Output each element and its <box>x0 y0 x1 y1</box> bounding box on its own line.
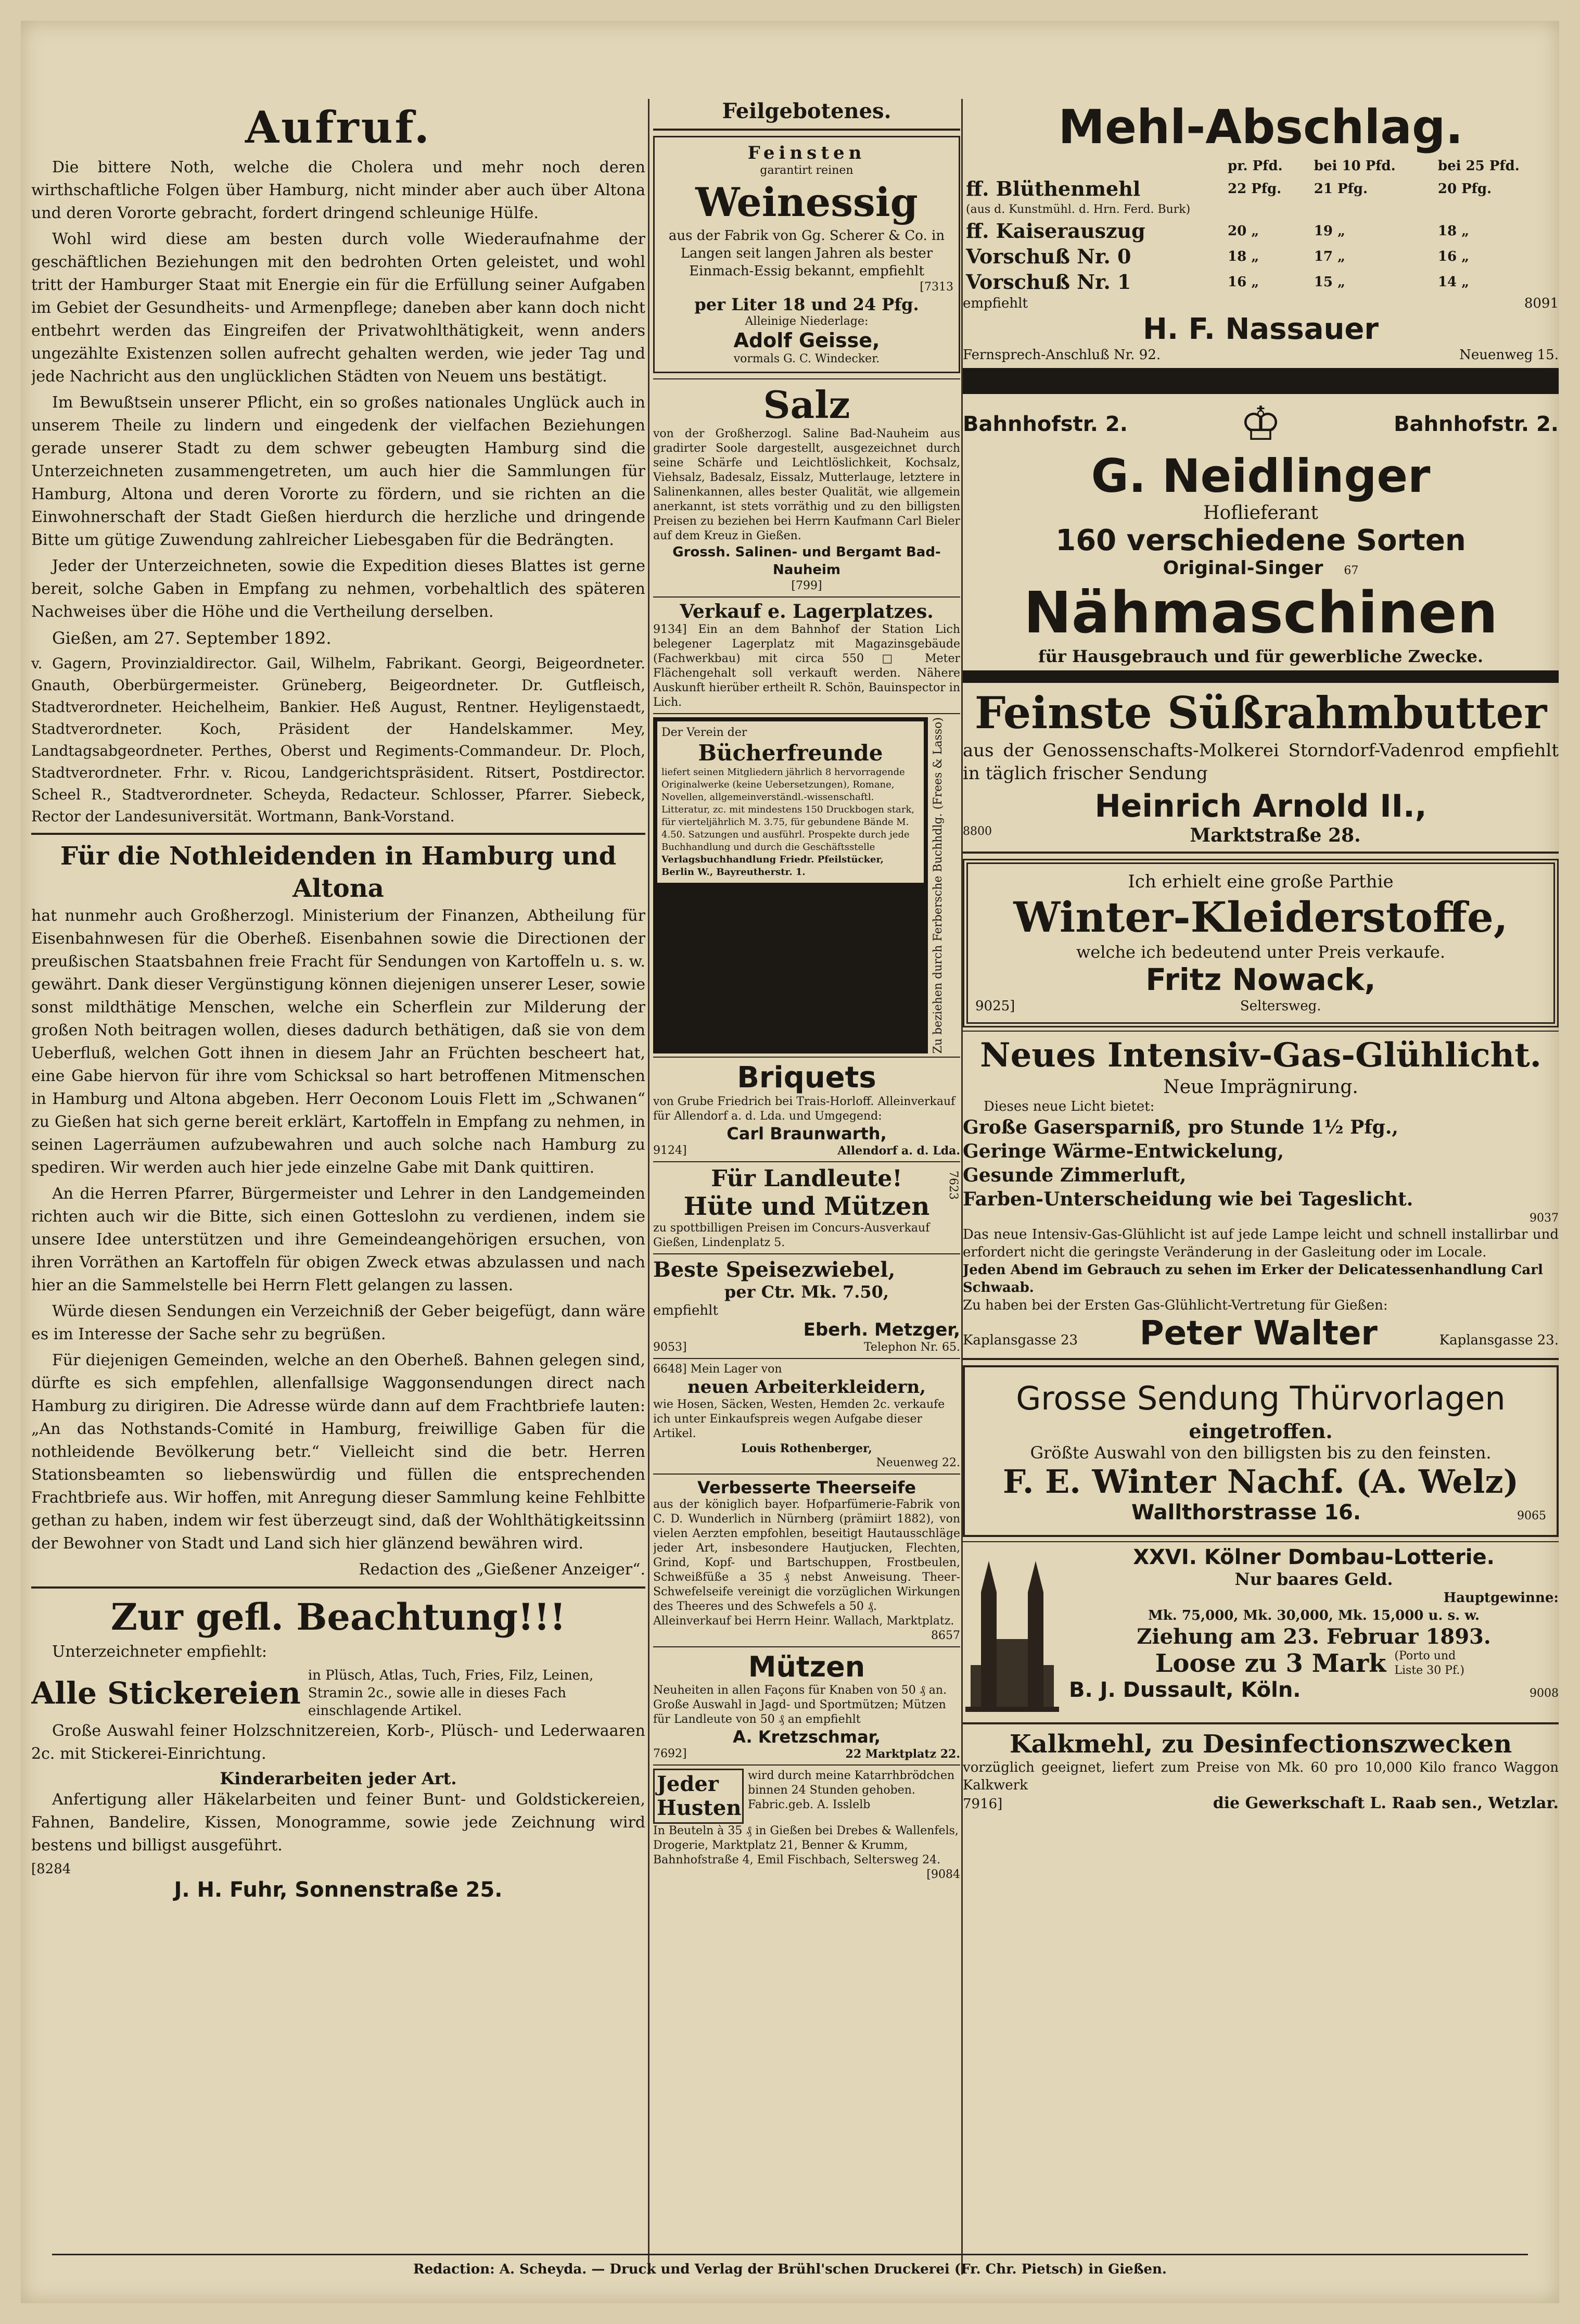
gas-title: Neues Intensiv-Gas-Glühlicht. <box>980 1036 1541 1075</box>
beachtung-list: in Plüsch, Atlas, Tuch, Fries, Filz, Leinen, Stramin 2c., sowie alle in dieses Fach einschlagende Artikel. <box>308 1668 594 1719</box>
notleidende-sign: Redaction des „Gießener Anzeiger“. <box>359 1560 645 1579</box>
essig-num: [7313 <box>920 281 953 294</box>
butter-num: 8800 <box>963 825 992 838</box>
buecher-box <box>653 717 928 1053</box>
winter-big: Winter-Kleiderstoffe, <box>1013 893 1508 942</box>
beachtung-firm: J. H. Fuhr, Sonnenstraße 25. <box>174 1878 503 1902</box>
essig-allein: Alleinige Niederlage: <box>745 315 869 328</box>
lager-title: Verkauf e. Lagerplatzes. <box>680 601 934 623</box>
buecher-ad <box>653 717 960 1053</box>
thuer-title: Grosse Sendung Thürvorlagen <box>1016 1379 1506 1417</box>
mehl-emp: empfiehlt <box>963 296 1028 311</box>
aufruf-paragraph: Im Bewußtsein unserer Pflicht, ein so großes nationales Unglück auch in unserem Theile zu lindern und eingedenk der vielfachen Beziehungen gerade unserer Stadt zu dem schwer gebeugten Hamburg sind die Unterzeichneten zusammengetreten, um auch hier die Sammlungen für Hamburg, Altona und deren Vororte zu fördern, und sie richten an die Einwohnerschaft der Stadt Gießen hierdurch die herzliche und dringende Bitte um gütige Zuwendung zahlreicher Liebesgaben für die Bedrängten. <box>31 393 645 549</box>
mehl-tel: Fernsprech-Anschluß Nr. 92. <box>963 347 1161 363</box>
theer-title: Verbesserte Theerseife <box>697 1478 916 1498</box>
essig-ad <box>653 136 960 373</box>
essig-sub: garantirt reinen <box>760 164 853 177</box>
arbeit-text: wie Hosen, Säcken, Westen, Hemden 2c. verkaufe ich unter Einkaufspreis wegen Aufgabe dieser Artikel. <box>653 1398 945 1441</box>
mehl-row <box>963 244 1559 269</box>
aufruf-title: Aufruf. <box>245 101 432 153</box>
buecher-side: Zu beziehen durch Ferbersche Buchhdlg. (Frees & Lasso) <box>932 717 945 1054</box>
divider <box>963 1031 1559 1032</box>
feilgebotenes-title: Feilgebotenes. <box>722 99 891 123</box>
muetzen-num: 7692] <box>653 1747 687 1761</box>
divider <box>653 1161 960 1162</box>
mehl-p3: 16 „ <box>1437 248 1470 264</box>
neid-big: Nähmaschinen <box>1023 579 1498 646</box>
neid-zweck: für Hausgebrauch und für gewerbliche Zwecke. <box>1038 646 1484 666</box>
landleute-text: zu spottbilligen Preisen im Concurs-Ausverkauf Gießen, Lindenplatz 5. <box>653 1222 930 1250</box>
butter-footer <box>963 824 1559 846</box>
neid-addr-left: Bahnhofstr. 2. <box>963 412 1128 436</box>
buecher-text: liefert seinen Mitgliedern jährlich 8 hervorragende Originalwerke (keine Uebersetzungen), Romane, Novellen, allgemeinverständl.-wissenschaftl. Litteratur, zc. mit mindestens 150 Druckbogen stark, für vierteljährlich M. 3.75, für gebundene Bände M. 4.50. Satzungen und ausführl. Prospekte durch jede Buchhandlung und durch die Geschäftsstelle <box>661 767 915 853</box>
zwiebel-firm: Eberh. Metzger, <box>803 1319 960 1341</box>
divider <box>963 1722 1559 1724</box>
divider <box>653 1253 960 1254</box>
aufruf-date: Gießen, am 27. September 1892. <box>52 628 332 648</box>
notleidende-title: Für die Nothleidenden in Hamburg und Altona <box>60 842 617 903</box>
arbeit-num: 6648] <box>653 1363 687 1376</box>
buecher-big: Bücherfreunde <box>698 740 883 766</box>
aufruf-body <box>31 156 645 828</box>
gas-firm: Peter Walter <box>1139 1314 1378 1353</box>
cathedral-icon <box>963 1545 1062 1717</box>
aufruf-signers: v. Gagern, Provinzialdirector. Gail, Wilhelm, Fabrikant. Georgi, Beigeordneter. Gnauth, Oberbürgermeister. Grüneberg, Beigeordneter. Dr. Gutfleisch, Stadtverordneter. Heichelheim, Bankier. Heß August, Rentner. Heyligenstaedt, Stadtverordneter. Koch, Präsident der Handelskammer. Mey, Landtagsabgeordneter. Perthes, Oberst und Regiments-Commandeur. Dr. Ploch, Stadtverordneter. Frhr. v. Ricou, Landgerichtspräsident. Ritsert, Postdirector. Scheel R., Stadtverordneter. Scheyda, Redacteur. Schlosser, Pfarrer. Siebeck, Rector der Landesuniversität. Wortmann, Bank-Vorstand. <box>31 655 645 825</box>
neid-singer-row <box>963 557 1559 579</box>
dom-num: 9008 <box>1530 1687 1559 1700</box>
winter-num: 9025] <box>975 998 1015 1014</box>
husten-text2: In Beuteln à 35 ₰ in Gießen bei Drebes & Wallenfels, Drogerie, Marktplatz 21, Benner & Krumm, Bahnhofstraße 4, Emil Fischbach, Seltersweg 24. <box>653 1824 959 1867</box>
essig-firm: Adolf Geisse, <box>733 329 880 352</box>
briquets-loc: Allendorf a. d. Lda. <box>837 1144 960 1158</box>
lager-text <box>653 623 960 710</box>
divider <box>653 596 960 598</box>
husten-num: [9084 <box>926 1868 960 1882</box>
muetzen-text: Neuheiten in allen Façons für Knaben von 50 ₰ an. Große Auswahl in Jagd- und Sportmützen; Mützen für Landleute von 50 ₰ an empfiehlt <box>653 1684 947 1726</box>
divider <box>653 1474 960 1475</box>
kalk-firm: die Gewerkschaft L. Raab sen., Wetzlar. <box>1213 1794 1559 1812</box>
page-footer: Redaction: A. Scheyda. — Druck und Verlag der Brühl'schen Druckerei (Fr. Chr. Pietsch) in Gießen. <box>52 2254 1528 2293</box>
beachtung-big: Alle Stickereien <box>31 1675 301 1711</box>
divider <box>31 1586 645 1589</box>
divider <box>653 1646 960 1647</box>
butter-addr: Marktstraße 28. <box>1190 824 1361 846</box>
dom-footer <box>1069 1678 1559 1702</box>
butter-firm: Heinrich Arnold II., <box>1094 788 1427 824</box>
mehl-footer <box>963 346 1559 364</box>
column-right <box>963 99 1559 2290</box>
mehl-row <box>963 269 1559 295</box>
gas-points <box>963 1115 1559 1211</box>
gas-intro: Dieses neue Licht bietet: <box>984 1099 1155 1114</box>
notleidende-paragraph: Für diejenigen Gemeinden, welche an den Oberheß. Bahnen gelegen sind, dürfte es sich empfehlen, allenfallsige Waggonsendungen direct nach Hamburg zu dirigiren. Die Adresse würde dann auf dem Frachtbriefe lauten: „An das Nothstands-Comité in Hamburg, freiwillige Gaben für die nothleidende Bevölkerung betr.“ Vielleicht sind die betr. Herren Stationsbeamten so liebenswürdig und füllen die entsprechenden Frachtbriefe aus. Wir hoffen, mit Anregung dieser Sammlung keine Fehlbitte gethan zu haben, indem wir fest überzeugt sind, daß der Wohlthätigkeitssinn der Bewohner von Stadt und Land sich hier glänzend bewähren wird. <box>31 1351 645 1553</box>
divider <box>31 833 645 835</box>
mehl-p2: 15 „ <box>1314 274 1345 290</box>
essig-text: aus der Fabrik von Gg. Scherer & Co. in Langen seit langen Jahren als bester Einmach-Essig bekannt, empfiehlt <box>668 228 945 279</box>
mehl-header: bei 10 Pfd. <box>1314 158 1396 174</box>
essig-top: Feinsten <box>747 143 866 163</box>
column-middle <box>653 99 960 2290</box>
mehl-name: ff. Kaiserauszug <box>966 219 1145 243</box>
aufruf-paragraph: Wohl wird diese am besten durch volle Wiederaufnahme der geschäftlichen Beziehungen mit den bedrohten Orten geleistet, und wohl tritt der Hamburger Staat mit Energie ein für die Erfüllung seiner Aufgaben im Gebiet der Gesundheits- und Armenpflege; daneben aber kann doch nicht entbehrt werden das Eingreifen der Privatwohlthätigkeit, wenn anders ungezählte Existenzen sollen aufrecht gehalten werden, wie jeder Tag und jede Nachricht aus den unglücklichen Städten von Neuem uns bestätigt. <box>31 230 645 386</box>
notleidende-paragraph: hat nunmehr auch Großherzogl. Ministerium der Finanzen, Abtheilung für Eisenbahnwesen für die Oberheß. Eisenbahnen sowie die Directionen der preußischen Staatsbahnen freie Fracht für Sendungen von Kartoffeln u. s. w. gewährt. Dank dieser Vergünstigung können diejenigen unserer Leser, sowie sonst mildthätige Menschen, welche ein Scherflein zur Milderung der großen Noth beitragen wollen, dieses dadurch bethätigen, daß sie von dem Ueberfluß, welchen Gott ihnen in diesem Jahr an Früchten bescheert hat, eine Gabe hiervon für ihre vom Schicksal so hart betroffenen Mitmenschen in Hamburg und Altona abgeben. Herr Oeconom Louis Flett im „Schwanen“ zu Gießen hat sich gerne bereit erklärt, Kartoffeln in Empfang zu nehmen, in seinen Lagerräumen aufzubewahren und auch solche nach Hamburg zu spediren. Wir werden auch hier jede einzelne Gabe mit Dank quittiren. <box>31 907 645 1177</box>
muetzen-firm: A. Kretzschmar, <box>733 1727 881 1747</box>
muetzen-addr: 22 Marktplatz 22. <box>845 1747 960 1761</box>
zwiebel-tel: Telephon Nr. 65. <box>863 1341 960 1354</box>
briquets-text: von Grube Friedrich bei Trais-Horloff. Alleinverkauf für Allendorf a. d. Lda. und Umgegend: <box>653 1095 955 1123</box>
divider <box>963 1541 1559 1542</box>
gas-point: Geringe Wärme-Entwickelung, <box>963 1140 1284 1162</box>
divider <box>653 713 960 714</box>
mehl-p2: 17 „ <box>1314 248 1345 264</box>
gas-text3: Zu haben bei der Ersten Gas-Glühlicht-Vertretung für Gießen: <box>963 1298 1388 1313</box>
thuer-num: 9065 <box>1517 1509 1546 1522</box>
kalk-num: 7916] <box>963 1796 1003 1812</box>
landleute-ad <box>653 1165 960 1250</box>
gas-text: Das neue Intensiv-Gas-Glühlicht ist auf jede Lampe leicht und schnell installirbar und erfordert nicht die geringste Veränderung in der Gasleitung oder im Locale. <box>963 1227 1559 1260</box>
mehl-p1: 16 „ <box>1228 274 1259 290</box>
gas-addr-left: Kaplansgasse 23 <box>963 1332 1078 1348</box>
thuer-text: Größte Auswahl von den billigsten bis zu den feinsten. <box>1030 1443 1492 1463</box>
winter-intro: Ich erhielt eine große Parthie <box>1128 871 1394 892</box>
mehl-p3: 18 „ <box>1437 223 1470 239</box>
dom-gew: Mk. 75,000, Mk. 30,000, Mk. 15,000 u. s. w. <box>1148 1608 1480 1623</box>
winter-text: welche ich bedeutend unter Preis verkaufe. <box>1076 942 1446 962</box>
mehl-p2: 21 Pfg. <box>1314 181 1368 197</box>
arbeit-addr: Neuenweg 22. <box>876 1456 960 1470</box>
divider <box>963 852 1559 854</box>
dom-firm: B. J. Dussault, Köln. <box>1069 1678 1301 1702</box>
mehl-p1: 20 „ <box>1228 223 1259 239</box>
mehl-note-row <box>963 201 1559 218</box>
neid-addr-right: Bahnhofstr. 2. <box>1394 412 1559 436</box>
divider <box>653 1057 960 1058</box>
gas-point: Gesunde Zimmerluft, <box>963 1164 1187 1186</box>
buecher-firm: Verlagsbuchhandlung Friedr. Pfeilstücker, Berlin W., Bayreutherstr. 1. <box>661 854 884 878</box>
theer-text: aus der königlich bayer. Hofparfümerie-Fabrik von C. D. Wunderlich in Nürnberg (prämiirt 1882), von vielen Aerzten empfohlen, beseitigt Hautausschläge jeder Art, insbesondere Hautjucken, Flechten, Grind, Kopf- und Bartschuppen, Frostbeulen, Schweißfüße a 35 ₰ nebst Anweisung. Theer-Schwefelseife vereinigt die vorzüglichen Wirkungen des Theeres und des Schwefels a 50 ₰. <box>653 1498 960 1614</box>
essig-big: Weinessig <box>695 179 918 225</box>
mehl-row <box>963 176 1559 201</box>
mehl-note: (aus d. Kunstmühl. d. Hrn. Ferd. Burk) <box>966 203 1191 216</box>
beachtung-kinder: Kinderarbeiten jeder Art. <box>220 1769 457 1788</box>
beachtung-num: [8284 <box>31 1861 71 1877</box>
briquets-title: Briquets <box>737 1061 876 1095</box>
thuer-sub: eingetroffen. <box>1189 1419 1333 1443</box>
mehl-num: 8091 <box>1524 296 1559 311</box>
gas-point: Farben-Unterscheidung wie bei Tageslicht. <box>963 1188 1413 1210</box>
salz-title: Salz <box>763 383 850 427</box>
newspaper-page <box>21 21 1559 2303</box>
dom-loose-row <box>1069 1649 1559 1678</box>
divider <box>653 1358 960 1359</box>
aufruf-paragraph: Die bittere Noth, welche die Cholera und mehr noch deren wirthschaftliche Folgen über Hamburg, nicht minder aber auch über Altona und deren Vororte gebracht, fordert dringend schleunige Hülfe. <box>31 158 645 222</box>
mehl-p2: 19 „ <box>1314 223 1345 239</box>
dom-title: XXVI. Kölner Dombau-Lotterie. <box>1133 1545 1495 1569</box>
butter-title: Feinste Süßrahmbutter <box>974 687 1547 739</box>
column-rule-1 <box>648 99 649 2275</box>
zwiebel-footer <box>653 1340 960 1355</box>
mehl-header-row <box>963 156 1559 176</box>
neid-hof: Hoflieferant <box>1203 502 1318 524</box>
neid-firm: G. Neidlinger <box>1091 449 1431 503</box>
divider <box>963 1358 1559 1360</box>
gas-sub: Neue Imprägnirung. <box>1163 1076 1358 1098</box>
beachtung-intro: Unterzeichneter empfiehlt: <box>52 1643 267 1661</box>
winter-ad <box>963 859 1559 1027</box>
divider <box>653 129 960 131</box>
mehl-p3: 14 „ <box>1437 274 1470 290</box>
muetzen-title: Mützen <box>748 1650 865 1684</box>
mehl-header: bei 25 Pfd. <box>1437 158 1520 174</box>
mehl-title: Mehl-Abschlag. <box>1058 100 1463 155</box>
landleute-big: Hüte und Mützen <box>683 1192 930 1222</box>
arbeit-big: neuen Arbeiterkleidern, <box>687 1377 926 1398</box>
divider <box>653 1764 960 1766</box>
mehl-firm: H. F. Nassauer <box>1142 312 1379 346</box>
neid-num: 67 <box>1344 564 1359 577</box>
briquets-num: 9124] <box>653 1144 687 1158</box>
black-rule <box>963 368 1559 394</box>
arbeit-head <box>653 1362 960 1377</box>
buecher-inner <box>657 721 924 883</box>
thuer-footer <box>975 1501 1546 1525</box>
salz-text: von der Großherzogl. Saline Bad-Nauheim aus gradirter Soole dargestellt, ausgezeichnet durch seine Schärfe und Leichtlöslichkeit, Kochsalz, Viehsalz, Badesalz, Eissalz, Mutterlauge, letztere in Salinenkannen, alles bester Qualität, wie allgemein anerkannt, ist stets vorräthig und zu den billigsten Preisen zu beziehen bei Herrn Kaufmann Carl Bieler auf dem Kreuz in Gießen. <box>653 427 960 542</box>
beachtung-title: Zur gefl. Beachtung!!! <box>110 1595 566 1639</box>
divider <box>653 378 960 379</box>
salz-firm: Grossh. Salinen- und Bergamt Bad-Nauheim <box>672 544 941 578</box>
zwiebel-title: Beste Speisezwiebel, <box>653 1258 896 1282</box>
mehl-p1: 18 „ <box>1228 248 1259 264</box>
thuer-ad <box>963 1365 1559 1537</box>
theer-num: 8657 <box>931 1629 960 1643</box>
beachtung-text3: Anfertigung aller Häkelarbeiten und feiner Bunt- und Goldstickereien, Fahnen, Bandelire, Kissen, Monogramme, sowie jede Zeichnung wird bestens und billigst ausgeführt. <box>31 1790 645 1855</box>
dom-geld: Nur baares Geld. <box>1234 1569 1393 1589</box>
husten-ad <box>653 1769 960 1824</box>
mehl-header-blank <box>963 156 1225 176</box>
salz-num: [799] <box>791 579 822 592</box>
mehl-row <box>963 218 1559 244</box>
thuer-addr: Wallthorstrasse 16. <box>1131 1501 1361 1525</box>
aufruf-paragraph: Jeder der Unterzeichneten, sowie die Expedition dieses Blattes ist gerne bereit, solche Gaben in Empfang zu nehmen, vorbehaltlich des späteren Nachweises über die Höhe und die Vertheilung derselben. <box>31 557 645 621</box>
mehl-name: Vorschuß Nr. 0 <box>966 245 1131 268</box>
mehl-price-table <box>963 156 1559 295</box>
gas-footer <box>963 1314 1559 1353</box>
mehl-p1: 22 Pfg. <box>1228 181 1282 197</box>
muetzen-footer <box>653 1747 960 1761</box>
gas-addr-right: Kaplansgasse 23. <box>1439 1332 1559 1348</box>
buecher-verein: Der Verein der <box>661 726 747 739</box>
dom-ad <box>963 1545 1559 1717</box>
landleute-title: Für Landleute! <box>711 1165 902 1192</box>
crest-icon: ♔ <box>1240 397 1282 451</box>
beachtung-text2: Große Auswahl feiner Holzschnitzereien, Korb-, Plüsch- und Lederwaaren 2c. mit Stickerei-Einrichtung. <box>31 1722 645 1763</box>
dom-porto: (Porto und Liste 30 Pf.) <box>1394 1649 1464 1677</box>
beachtung-stickereien <box>31 1667 645 1720</box>
kalk-footer <box>963 1794 1559 1813</box>
arbeit-lager: Mein Lager von <box>690 1363 782 1376</box>
zwiebel-emp: empfiehlt <box>653 1303 718 1319</box>
kalk-title: Kalkmehl, zu Desinfectionszwecken <box>1009 1730 1512 1759</box>
mehl-name: Vorschuß Nr. 1 <box>966 270 1131 294</box>
notleidende-paragraph: Würde diesen Sendungen ein Verzeichniß der Geber beigefügt, dann wäre es im Interesse der Sache sehr zu begrüßen. <box>31 1302 645 1343</box>
zwiebel-num: 9053] <box>653 1341 687 1354</box>
notleidende-body <box>31 905 645 1581</box>
dom-loose: Loose zu 3 Mark <box>1155 1649 1386 1678</box>
mehl-name: ff. Blüthenmehl <box>966 177 1141 200</box>
mehl-header: pr. Pfd. <box>1228 158 1283 174</box>
landleute-side: 7623 <box>947 1171 960 1200</box>
theer-allein: Alleinverkauf bei Herrn Heinr. Wallach, Marktplatz. <box>653 1615 954 1628</box>
briquets-footer <box>653 1144 960 1158</box>
gas-text2: Jeden Abend im Gebrauch zu sehen im Erker der Delicatessenhandlung Carl Schwaab. <box>963 1262 1543 1296</box>
kalk-text: vorzüglich geeignet, liefert zum Preise von Mk. 60 pro 10,000 Kilo franco Waggon Kalkwerk <box>963 1760 1559 1793</box>
column-left <box>31 99 645 2290</box>
neid-header <box>963 398 1559 450</box>
arbeit-firm: Louis Rothenberger, <box>741 1442 872 1456</box>
gas-point: Große Gasersparniß, pro Stunde 1½ Pfg., <box>963 1116 1398 1138</box>
butter-text: aus der Genossenschafts-Molkerei Storndorf-Vadenrod empfiehlt in täglich frischer Sendung <box>963 740 1559 784</box>
winter-addr: Seltersweg. <box>1240 998 1321 1014</box>
cathedral-drawing <box>965 1551 1059 1717</box>
winter-firm: Fritz Nowack, <box>1145 962 1376 997</box>
gas-num: 9037 <box>1530 1212 1559 1225</box>
mehl-addr: Neuenweg 15. <box>1459 347 1559 363</box>
husten-text: wird durch meine Katarrhbrödchen binnen 24 Stunden gehoben. Fabric.geb. A. Isslelb <box>748 1769 955 1812</box>
mehl-emp-row <box>963 295 1559 312</box>
lager-num: 9134] <box>653 623 687 636</box>
black-rule <box>963 670 1559 683</box>
neid-singer: Original-Singer <box>1163 557 1323 579</box>
briquets-firm: Carl Braunwarth, <box>727 1124 887 1144</box>
mehl-p3: 20 Pfg. <box>1437 181 1492 197</box>
lager-body: Ein an dem Bahnhof der Station Lich belegener Lagerplatz mit Magazinsgebäude (Fachwerkbau) mit circa 550 □ Meter Flächengehalt soll verkauft werden. Nähere Auskunft hierüber ertheilt R. Schön, Bauinspector in Lich. <box>653 623 960 709</box>
winter-footer <box>975 997 1546 1015</box>
neid-sorten: 160 verschiedene Sorten <box>1055 524 1466 557</box>
zwiebel-price: per Ctr. Mk. 7.50, <box>724 1282 889 1302</box>
beachtung-footer <box>31 1860 645 1878</box>
essig-price: per Liter 18 und 24 Pfg. <box>694 295 919 314</box>
husten-big: Jeder Husten <box>653 1769 744 1824</box>
dom-ziehung: Ziehung am 23. Februar 1893. <box>1137 1624 1491 1649</box>
dom-text <box>1069 1545 1559 1717</box>
essig-firm2: vormals G. C. Windecker. <box>733 352 880 365</box>
notleidende-paragraph: An die Herren Pfarrer, Bürgermeister und Lehrer in den Landgemeinden richten auch wir die Bitte, sich einen Gotteslohn zu verdienen, indem sie unsere Idee unterstützen und ihre Gemeindeangehörigen ersuchen, von ihren Vorräthen an Kartoffeln für obigen Zweck etwas abzulassen und nach hier an die Sammelstelle bei Herrn Flett gelangen zu lassen. <box>31 1185 645 1294</box>
thuer-firm: F. E. Winter Nachf. (A. Welz) <box>1003 1463 1519 1501</box>
dom-gew-label: Hauptgewinne: <box>1443 1590 1559 1606</box>
